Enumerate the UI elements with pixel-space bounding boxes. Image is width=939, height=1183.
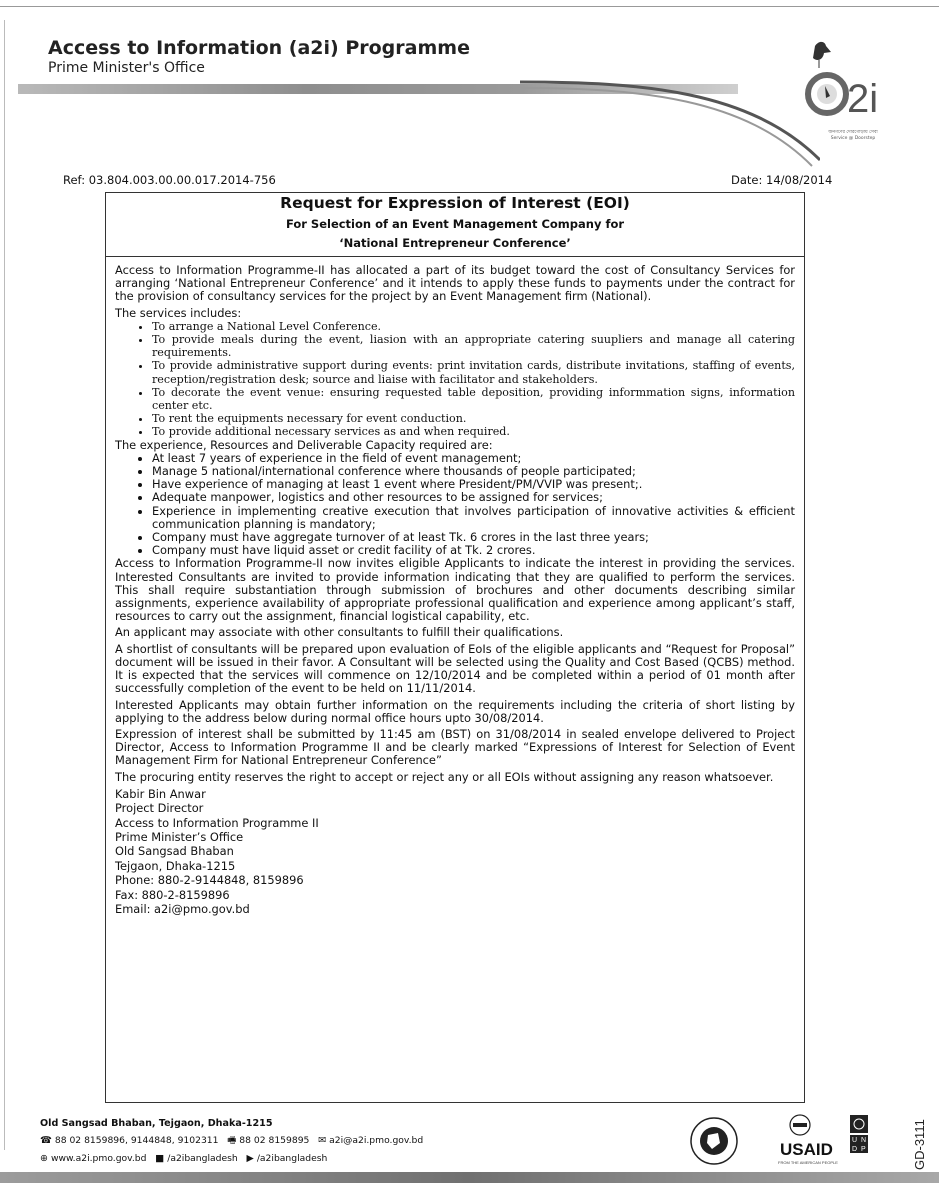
signatory-block	[115, 787, 795, 917]
notice-title: Request for Expression of Interest (EOI)	[280, 194, 630, 212]
footer-fax: 88 02 8159895	[239, 1135, 310, 1146]
youtube-icon: ▶	[246, 1153, 254, 1164]
list-item: • Company must have liquid asset or credit facility of at Tk. 2 crores.	[152, 544, 795, 557]
phone-icon: ☎	[40, 1135, 52, 1146]
notice-body	[106, 257, 804, 916]
footer-web-row	[40, 1153, 423, 1164]
footer-phone: 88 02 8159896, 9144848, 9102311	[54, 1135, 219, 1146]
footer-contact	[40, 1118, 423, 1164]
list-item: • Company must have aggregate turnover of at least Tk. 6 crores in the last three years;	[152, 531, 795, 544]
signatory-line: Fax: 880-2-8159896	[115, 887, 230, 902]
list-item: • Manage 5 national/international conference where thousands of people participated;	[152, 465, 795, 478]
org-subtitle: Prime Minister's Office	[48, 60, 205, 76]
footer-facebook[interactable]: /a2ibangladesh	[167, 1153, 238, 1164]
logo-tagline-en: Service @ Doorstep	[830, 136, 876, 141]
list-item: • To provide meals during the event, liasion with an appropriate catering suupliers and manage all catering requirements.	[152, 333, 795, 359]
services-list	[115, 320, 795, 439]
info-paragraph: Interested Applicants may obtain further information on the requirements including the criteria of short listing by applying to the address below during normal office hours upto 30/08/2014.	[115, 697, 795, 725]
signatory-line: Access to Information Programme II	[115, 815, 319, 830]
left-scan-edge	[4, 20, 5, 1150]
list-item: • Have experience of managing at least 1 event where President/PM/VVIP was present;.	[152, 478, 795, 491]
footer-website[interactable]: www.a2i.pmo.gov.bd	[50, 1153, 147, 1164]
intro-paragraph: Access to Information Programme-II has allocated a part of its budget toward the cost of Consultancy Services for arranging ‘National Entrepreneur Conference’ and it intends to apply these funds to payments under the contract for the provision of consultancy services for the project by an Event Management firm (National).	[115, 263, 795, 304]
list-item: • To decorate the event venue: ensuring requested table deposition, providing informmation signs, information center etc.	[152, 386, 795, 412]
notice-subtitle: For Selection of an Event Management Company for	[285, 217, 625, 231]
email-icon: ✉	[318, 1135, 327, 1146]
svg-text:2i: 2i	[847, 77, 879, 121]
usaid-seal-icon	[790, 1115, 810, 1135]
footer-email[interactable]: a2i@a2i.pmo.gov.bd	[329, 1135, 424, 1146]
list-item: • To rent the equipments necessary for event conduction.	[152, 412, 795, 425]
notice-heading	[106, 193, 804, 257]
list-item: • To provide additional necessary services as and when required.	[152, 425, 795, 438]
document-code-text: GD-3111	[912, 1119, 927, 1170]
signatory-line: Email: a2i@pmo.gov.bd	[115, 901, 250, 916]
signatory-line: Tejgaon, Dhaka-1215	[115, 858, 236, 873]
reference-number: Ref: 03.804.003.00.00.017.2014-756	[63, 173, 276, 187]
undp-letter: N	[861, 1137, 867, 1144]
signatory-line: Phone: 880-2-9144848, 8159896	[115, 873, 304, 888]
footer-youtube[interactable]: /a2ibangladesh	[256, 1153, 328, 1164]
globe-icon: ⊕	[40, 1153, 48, 1164]
undp-letter: P	[861, 1146, 866, 1153]
signatory-line: Prime Minister’s Office	[115, 829, 244, 844]
footer-contact-row	[40, 1133, 423, 1149]
eoi-notice-box	[105, 192, 805, 1103]
usaid-logo-text: USAID	[780, 1140, 833, 1159]
reservation-paragraph: The procuring entity reserves the right to accept or reject any or all EOIs without assigning any reason whatsoever.	[115, 769, 774, 784]
fax-icon: 🖷	[227, 1135, 237, 1146]
footer-band	[0, 1172, 939, 1183]
list-item: • Experience in implementing creative execution that involves participation of innovative activities & efficient communication planning is mandatory;	[152, 505, 795, 531]
a2i-logo	[805, 40, 891, 150]
signatory-line: Project Director	[115, 801, 204, 816]
list-item: • To provide administrative support during events: print invitation cards, distribute invitations, staffing of events, reception/registration desk; source and liaise with facilitator and stakeholders.	[152, 359, 795, 385]
footer-address: Old Sangsad Bhaban, Tejgaon, Dhaka-1215	[40, 1118, 273, 1129]
top-rule	[0, 6, 939, 7]
partner-logo-group	[690, 1113, 890, 1169]
shortlist-paragraph: A shortlist of consultants will be prepared upon evaluation of EoIs of the eligible applicants and “Request for Proposal” document will be issued in their favor. A Consultant will be selected using the Quality and Cost Based (QCBS) method. It is expected that the services will commence on 12/10/2014 and be completed within a period of 01 month after successfully completion of the event to be held on 11/11/2014.	[115, 641, 795, 696]
partner-logos	[690, 1113, 890, 1173]
logo-tagline: জনগণের দোরগোড়ায় সেবা	[828, 130, 878, 135]
letterhead	[48, 37, 470, 76]
submission-paragraph: Expression of interest shall be submitted by 11:45 am (BST) on 31/08/2014 in sealed envelope delivered to Project Director, Access to Information Programme II and be clearly marked “Expressions of Interest for Selection of Event Management Firm for National Entrepreneur Conference”	[115, 726, 795, 768]
event-name: ‘National Entrepreneur Conference’	[339, 236, 571, 250]
list-item: • Adequate manpower, logistics and other resources to be assigned for services;	[152, 491, 795, 504]
associate-paragraph: An applicant may associate with other consultants to fulfill their qualifications.	[115, 625, 564, 640]
list-item: • At least 7 years of experience in the field of event management;	[152, 452, 795, 465]
services-heading: The services includes:	[115, 305, 242, 320]
undp-logo	[850, 1115, 868, 1153]
usaid-tagline: FROM THE AMERICAN PEOPLE	[778, 1160, 838, 1165]
undp-letter: U	[852, 1137, 858, 1144]
signatory-line: Kabir Bin Anwar	[115, 786, 206, 801]
invite-paragraph: Access to Information Programme-II now invites eligible Applicants to indicate the interest in providing the services. Interested Consultants are invited to provide information indicating that they are qualified to perform the services. This shall require substantiation through submission of brochures and other documents describing similar assignments, experience availability of appropriate professional qualification and experience among applicant’s staff, resources to carry out the assignment, financial logistical capability, etc.	[115, 556, 795, 624]
signatory-line: Old Sangsad Bhaban	[115, 844, 234, 859]
facebook-icon: ■	[155, 1153, 165, 1164]
header-swoosh	[520, 80, 820, 170]
capacity-list	[115, 452, 795, 558]
list-item: • To arrange a National Level Conference.	[152, 320, 795, 333]
undp-letter: D	[852, 1146, 858, 1153]
bangladesh-govt-seal-icon	[691, 1118, 737, 1164]
notice-date: Date: 14/08/2014	[731, 173, 833, 187]
capacity-heading: The experience, Resources and Deliverable Capacity required are:	[115, 437, 493, 452]
un-emblem-icon	[850, 1115, 868, 1133]
org-title: Access to Information (a2i) Programme	[48, 37, 470, 59]
document-code	[894, 1110, 934, 1172]
